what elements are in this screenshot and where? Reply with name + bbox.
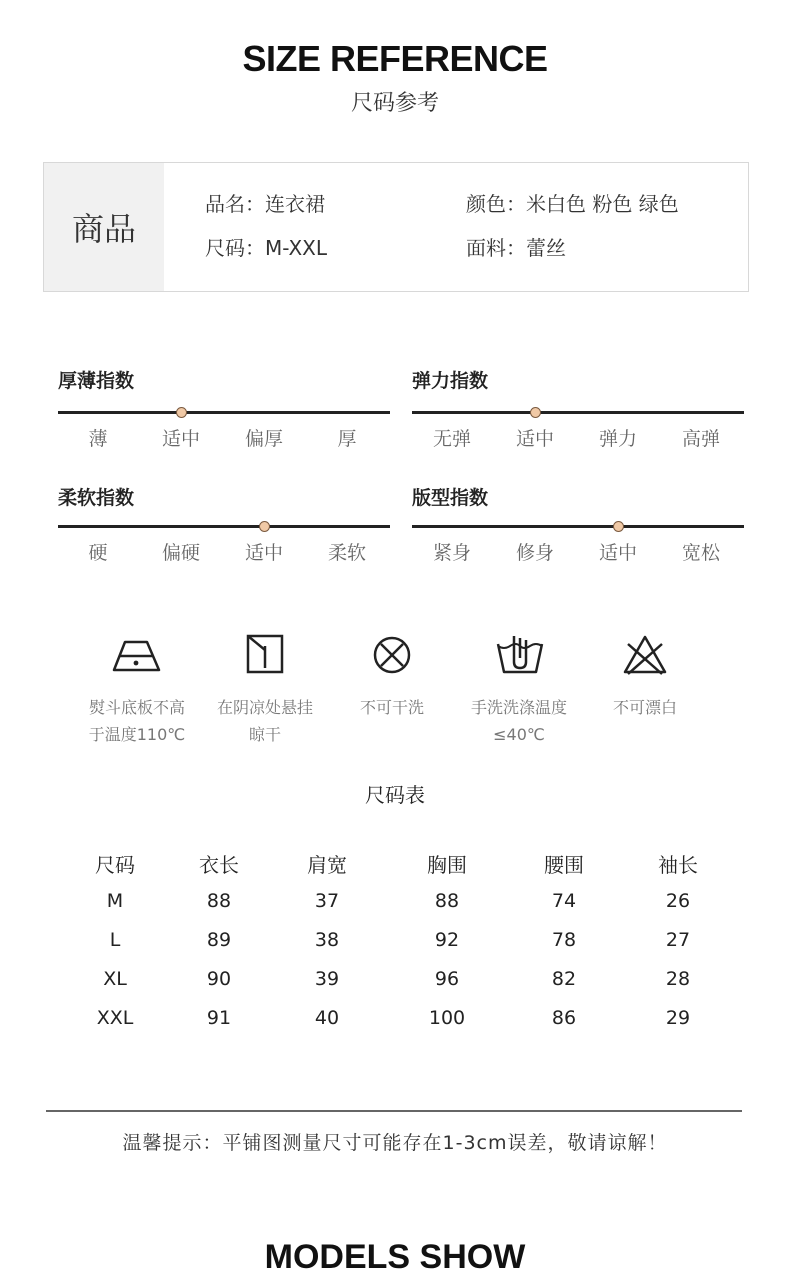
- index-option: 偏硬: [161, 542, 200, 564]
- size-table-cell: 88: [434, 890, 460, 912]
- size-table-cell: 88: [206, 890, 232, 912]
- index-scale-line: [58, 411, 390, 414]
- product-fabric: 面料：蕾丝: [466, 236, 566, 260]
- product-info-box: [43, 162, 749, 292]
- care-text-line: 不可干洗: [359, 698, 424, 717]
- index-scale-line: [58, 525, 390, 528]
- size-table-cell: 100: [428, 1007, 466, 1029]
- index-option: 紧身: [432, 542, 471, 564]
- size-table-cell: 96: [434, 968, 460, 990]
- index-marker: [530, 407, 541, 418]
- size-table-cell: 82: [551, 968, 577, 990]
- size-table-cell: 92: [434, 929, 460, 951]
- size-table-header: 肩宽: [307, 853, 347, 877]
- no-dry-clean-icon: [362, 632, 422, 678]
- index-marker: [259, 521, 270, 532]
- size-table-cell: 27: [665, 929, 691, 951]
- size-table-cell: L: [109, 929, 121, 951]
- size-table-cell: 29: [665, 1007, 691, 1029]
- size-table-cell: 74: [551, 890, 577, 912]
- size-table-title: 尺码表: [365, 783, 425, 807]
- care-text-line: 手洗洗涤温度: [470, 698, 567, 717]
- care-text-line: 不可漂白: [612, 698, 677, 717]
- measurement-note: 温馨提示：平铺图测量尺寸可能存在1-3cm误差，敬请谅解！: [122, 1132, 668, 1154]
- care-text-line: ≤40℃: [493, 725, 545, 744]
- care-instruction: [454, 694, 584, 748]
- size-table-cell: 91: [206, 1007, 232, 1029]
- footer-divider: [46, 1110, 742, 1112]
- page-title: SIZE REFERENCE: [242, 38, 548, 79]
- index-scale-line: [412, 525, 744, 528]
- size-table-cell: 26: [665, 890, 691, 912]
- size-table-cell: 89: [206, 929, 232, 951]
- index-marker: [176, 407, 187, 418]
- index-option: 适中: [161, 428, 200, 450]
- index-title: 版型指数: [412, 487, 489, 509]
- care-instruction: [72, 694, 202, 748]
- care-text-line: 于温度110℃: [88, 725, 186, 744]
- care-instruction: [327, 694, 457, 721]
- size-table-header: 腰围: [544, 853, 584, 877]
- size-table-cell: 38: [314, 929, 340, 951]
- hand-wash-icon: [490, 632, 550, 678]
- size-table-cell: 86: [551, 1007, 577, 1029]
- index-title: 弹力指数: [412, 370, 489, 392]
- index-option: 弹力: [598, 428, 637, 450]
- index-title: 柔软指数: [58, 487, 135, 509]
- index-option: 修身: [515, 542, 554, 564]
- index-option: 偏厚: [244, 428, 283, 450]
- care-instruction: [200, 694, 330, 748]
- index-option: 薄: [88, 428, 108, 450]
- index-title: 厚薄指数: [58, 370, 135, 392]
- size-table-header: 袖长: [658, 853, 698, 877]
- size-table-header: 衣长: [199, 853, 239, 877]
- size-table-cell: 39: [314, 968, 340, 990]
- no-bleach-icon: [615, 632, 675, 678]
- size-table-header: 尺码: [95, 853, 135, 877]
- index-option: 适中: [515, 428, 554, 450]
- care-text-line: 熨斗底板不高: [88, 698, 185, 717]
- product-size-range: 尺码：M-XXL: [205, 236, 328, 260]
- size-table-cell: XL: [103, 968, 127, 990]
- size-table-cell: 28: [665, 968, 691, 990]
- index-option: 适中: [244, 542, 283, 564]
- iron-icon: [107, 632, 167, 678]
- size-table-cell: 78: [551, 929, 577, 951]
- index-option: 高弹: [681, 428, 720, 450]
- index-option: 宽松: [681, 542, 720, 564]
- care-instruction: [580, 694, 710, 721]
- index-option: 厚: [337, 428, 357, 450]
- size-table-cell: 40: [314, 1007, 340, 1029]
- product-colors: 颜色：米白色 粉色 绿色: [466, 192, 679, 216]
- product-label: 商品: [44, 163, 164, 291]
- hang-dry-shade-icon: [235, 632, 295, 678]
- size-table-header: 胸围: [427, 853, 467, 877]
- index-option: 无弹: [432, 428, 471, 450]
- index-option: 适中: [598, 542, 637, 564]
- size-table-cell: XXL: [96, 1007, 134, 1029]
- next-section-title: MODELS SHOW: [264, 1238, 526, 1276]
- index-option: 硬: [88, 542, 108, 564]
- care-text-line: 晾干: [248, 725, 281, 744]
- page-subtitle: 尺码参考: [350, 91, 439, 116]
- size-table-cell: 90: [206, 968, 232, 990]
- index-marker: [613, 521, 624, 532]
- size-table-cell: 37: [314, 890, 340, 912]
- product-name: 品名：连衣裙: [205, 192, 325, 216]
- index-scale-line: [412, 411, 744, 414]
- size-table-cell: M: [106, 890, 124, 912]
- care-text-line: 在阴凉处悬挂: [216, 698, 313, 717]
- index-option: 柔软: [327, 542, 366, 564]
